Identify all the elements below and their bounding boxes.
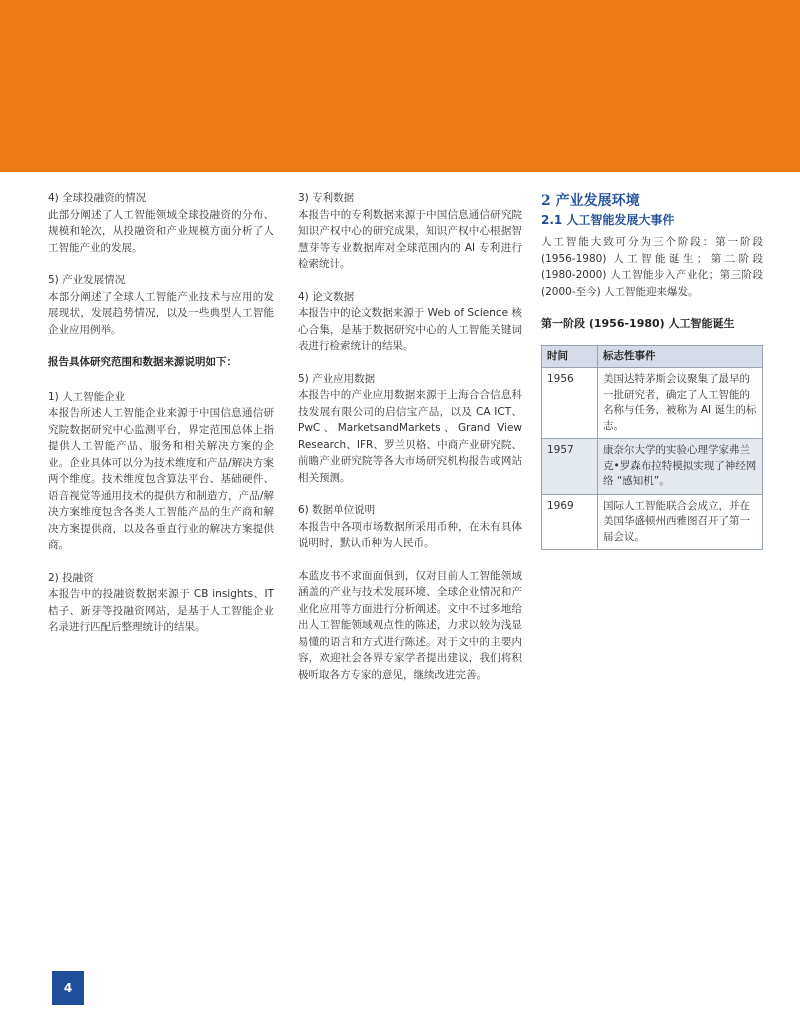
section-heading: 5) 产业发展情况 [48, 274, 126, 286]
data-source-heading: 报告具体研究范围和数据来源说明如下： [48, 356, 237, 368]
table-cell-event: 国际人工智能联合会成立，并在美国华盛顿州西雅图召开了第一届会议。 [598, 494, 763, 550]
source-text: 本报告中的论文数据来源于 Web of Science 核心合集，是基于数据研究中心的人工智能关键词表进行检索统计的结果。 [298, 307, 522, 352]
source-text: 本报告中的产业应用数据来源于上海合合信息科技发展有限公司的启信宝产品，以及 CA ICT、PwC、MarketsandMarkets、Grand View Research、IFR、罗兰贝格、中商产业研究院、前瞻产业研究院等各大市场研究机构报告或网站相关预测。 [298, 389, 522, 484]
table-cell-year: 1957 [542, 439, 598, 495]
source-heading: 5) 产业应用数据 [298, 372, 376, 385]
source-text: 本报告中的投融资数据来源于 CB insights、IT 桔子、新芽等投融资网站，是基于人工智能企业名录进行匹配后整理统计的结果。 [48, 588, 274, 633]
table-row [542, 494, 763, 550]
section-global-investment [48, 190, 274, 256]
source-heading: 4) 论文数据 [298, 290, 355, 303]
intro-block [541, 234, 763, 300]
source-text: 本报告中各项市场数据所采用币种，在未有具体说明时，默认币种为人民币。 [298, 520, 522, 549]
stage-title: 第一阶段 (1956-1980) 人工智能诞生 [541, 317, 735, 330]
source-paper [298, 289, 522, 355]
source-unit-note [298, 502, 522, 552]
section-title: 2 产业发展环境 [541, 193, 640, 209]
events-table [541, 345, 763, 551]
section-heading: 4) 全球投融资的情况 [48, 192, 147, 204]
source-text: 本报告中的专利数据来源于中国信息通信研究院知识产权中心的研究成果，知识产权中心根据智慧芽等专业数据库对全球范围内的 AI 专利进行检索统计。 [298, 208, 522, 270]
table-cell-event: 美国达特茅斯会议聚集了最早的一批研究者，确定了人工智能的名称与任务，被称为 AI 诞生的标志。 [598, 368, 763, 439]
section-text: 此部分阐述了人工智能领域全球投融资的分布、规模和轮次，从投融资和产业规模方面分析了人工智能产业的发展。 [48, 208, 274, 254]
header-time: 时间 [542, 345, 598, 368]
table-row [542, 439, 763, 495]
source-text: 本报告所述人工智能企业来源于中国信息通信研究院数据研究中心监测平台，界定范围总体上指提供人工智能产品、服务和相关解决方案的企业。企业具体可以分为技术维度和产品/解决方案两个维度。技术维度包含算法平台、基础硬件、语音视觉等通用技术的提供方和制造方，产品/解决方案维度包含各类人工智能产品的生产商和解决方案提供商，以及各垂直行业的解决方案提供商。 [48, 407, 274, 551]
page-number: 4 [52, 971, 84, 1005]
column-right [541, 190, 763, 550]
closing-text: 本蓝皮书不求面面俱到，仅对目前人工智能领域涵盖的产业与技术发展环境、全球企业情况和产业化应用等方面进行分析阐述。文中不过多地给出人工智能领域观点性的陈述，力求以较为浅显易懂的语言和方式进行陈述。对于文中的主要内容，欢迎社会各界专家学者提出建议，我们将积极听取各方专家的意见，继续改进完善。 [298, 569, 522, 681]
source-heading: 2) 投融资 [48, 571, 94, 584]
source-patent [298, 190, 522, 273]
intro-text: 人工智能大致可分为三个阶段：第一阶段 (1956-1980) 人工智能诞生；第二阶段 (1980-2000) 人工智能步入产业化；第三阶段 (2000-至今) 人工智能迎来爆发。 [541, 236, 763, 298]
source-heading: 1) 人工智能企业 [48, 390, 126, 403]
column-middle [298, 190, 522, 699]
table-row [542, 368, 763, 439]
table-header-row [542, 345, 763, 368]
subsection-title: 2.1 人工智能发展大事件 [541, 213, 675, 227]
source-heading: 6) 数据单位说明 [298, 504, 376, 516]
source-investment [48, 570, 274, 636]
table-cell-event: 康奈尔大学的实验心理学家弗兰克•罗森布拉特模拟实现了神经网络 “感知机”。 [598, 439, 763, 495]
source-industry-application [298, 371, 522, 487]
header-banner [0, 0, 800, 172]
source-ai-enterprise [48, 389, 274, 554]
header-event: 标志性事件 [598, 345, 763, 368]
section-industry-development [48, 272, 274, 338]
column-left [48, 190, 274, 652]
table-cell-year: 1969 [542, 494, 598, 550]
source-heading: 3) 专利数据 [298, 192, 355, 204]
table-cell-year: 1956 [542, 368, 598, 439]
closing-paragraph [298, 568, 522, 684]
section-text: 本部分阐述了全球人工智能产业技术与应用的发展现状，发展趋势情况，以及一些典型人工智能企业应用例举。 [48, 290, 274, 336]
